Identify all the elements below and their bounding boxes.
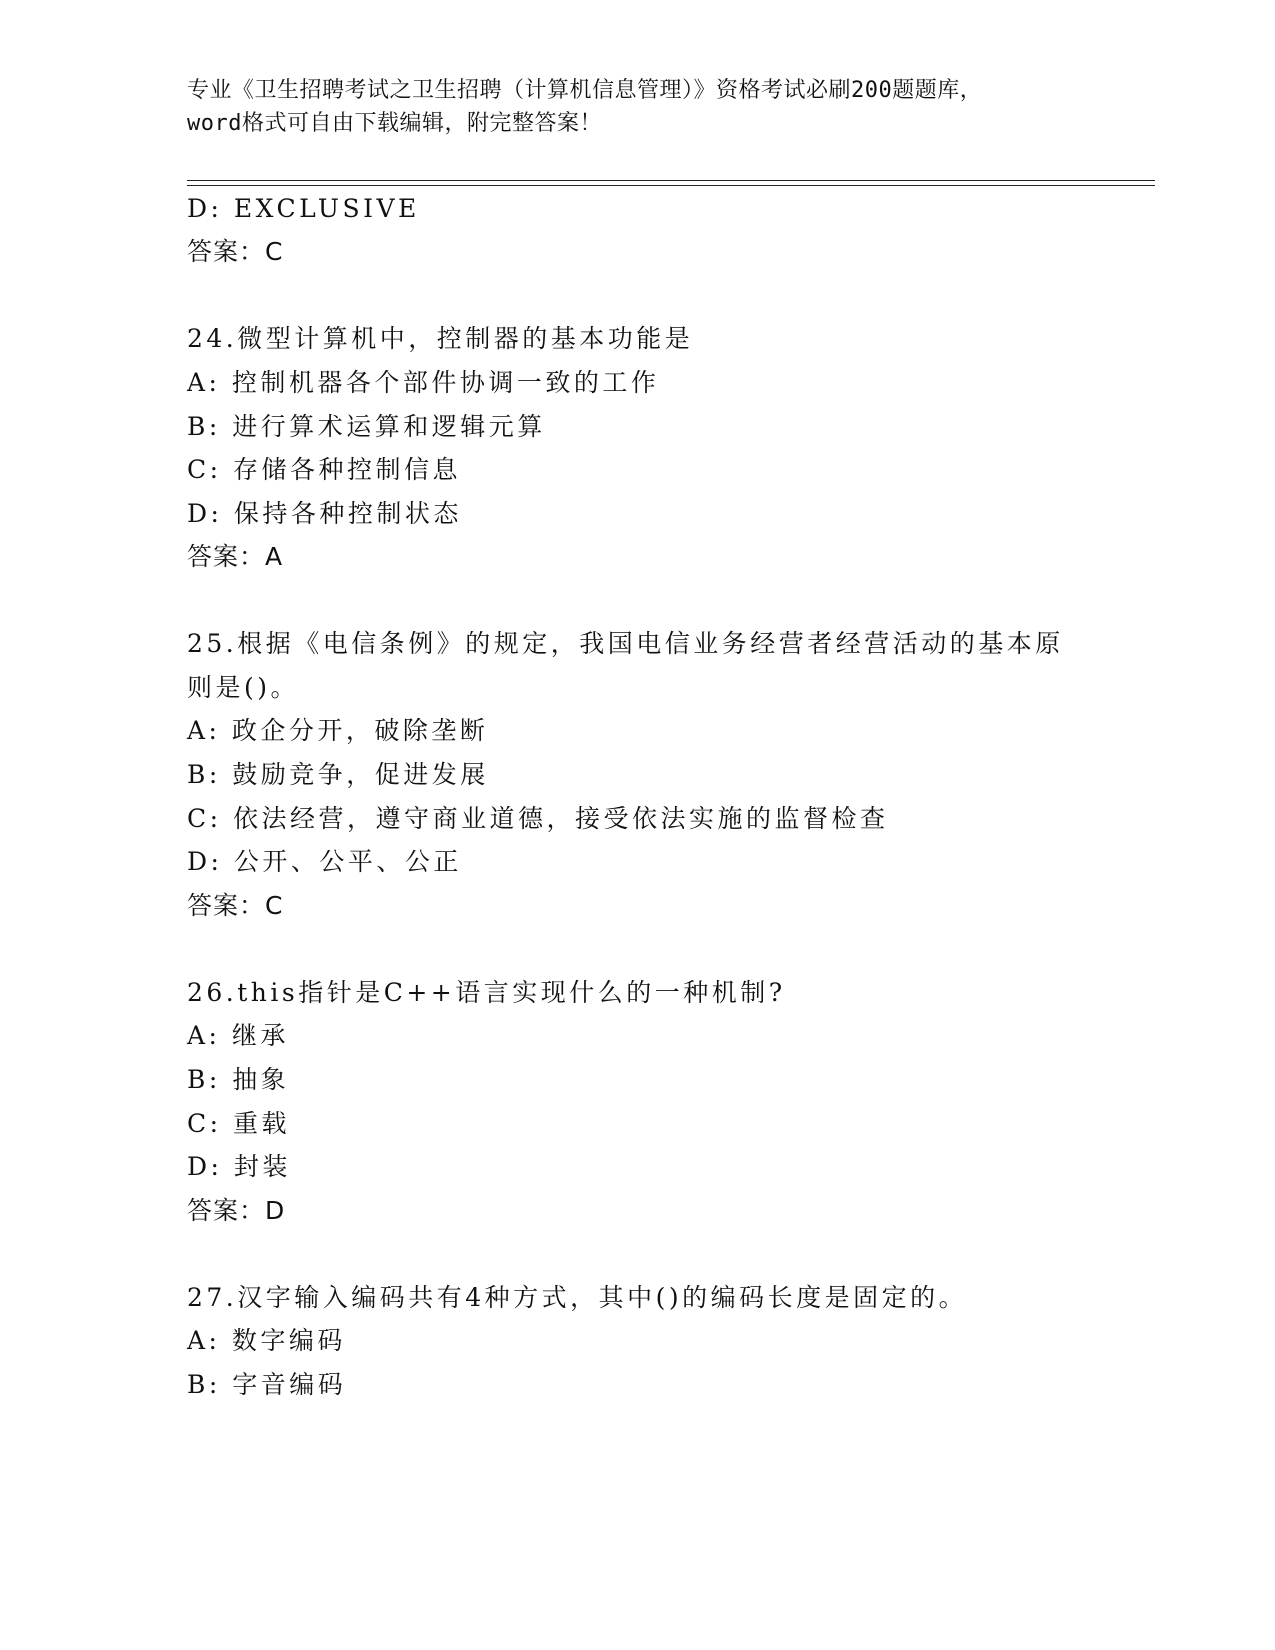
q25-option-c: C: 依法经营，遵守商业道德，接受依法实施的监督检查 xyxy=(187,804,889,833)
q26-question: 26.this指针是C++语言实现什么的一种机制? xyxy=(187,978,786,1007)
q26-answer: 答案：D xyxy=(187,1196,286,1225)
q25-option-a: A: 政企分开，破除垄断 xyxy=(187,716,489,745)
header-line-2: word格式可自由下载编辑，附完整答案！ xyxy=(187,111,602,136)
header-divider-bottom xyxy=(187,185,1155,186)
q26-option-c: C: 重载 xyxy=(187,1109,290,1138)
q25-question-line-2: 则是()。 xyxy=(187,673,300,702)
q25-answer: 答案：C xyxy=(187,891,284,920)
q26-option-d: D: 封装 xyxy=(187,1152,291,1181)
q24-question: 24.微型计算机中，控制器的基本功能是 xyxy=(187,324,694,353)
header-divider-top xyxy=(187,180,1155,181)
q24-option-b: B: 进行算术运算和逻辑元算 xyxy=(187,412,546,441)
q25-question-line-1: 25.根据《电信条例》的规定，我国电信业务经营者经营活动的基本原 xyxy=(187,629,1064,658)
q25-option-b: B: 鼓励竞争，促进发展 xyxy=(187,760,489,789)
q24-option-a: A: 控制机器各个部件协调一致的工作 xyxy=(187,368,660,397)
q25-option-d: D: 公开、公平、公正 xyxy=(187,847,462,876)
q24-option-c: C: 存储各种控制信息 xyxy=(187,455,461,484)
q26-option-b: B: 抽象 xyxy=(187,1065,290,1094)
q24-answer: 答案：A xyxy=(187,542,284,571)
q24-option-d: D: 保持各种控制状态 xyxy=(187,499,462,528)
document-header xyxy=(187,74,1087,140)
q27-option-b: B: 字音编码 xyxy=(187,1370,347,1399)
prev-answer: 答案：C xyxy=(187,237,284,266)
q26-option-a: A: 继承 xyxy=(187,1021,289,1050)
header-line-1: 专业《卫生招聘考试之卫生招聘（计算机信息管理）》资格考试必刷200题题库， xyxy=(187,78,983,103)
q27-option-a: A: 数字编码 xyxy=(187,1326,346,1355)
prev-option-d: D: EXCLUSIVE xyxy=(187,194,420,223)
q27-question: 27.汉字输入编码共有4种方式，其中()的编码长度是固定的。 xyxy=(187,1283,968,1312)
